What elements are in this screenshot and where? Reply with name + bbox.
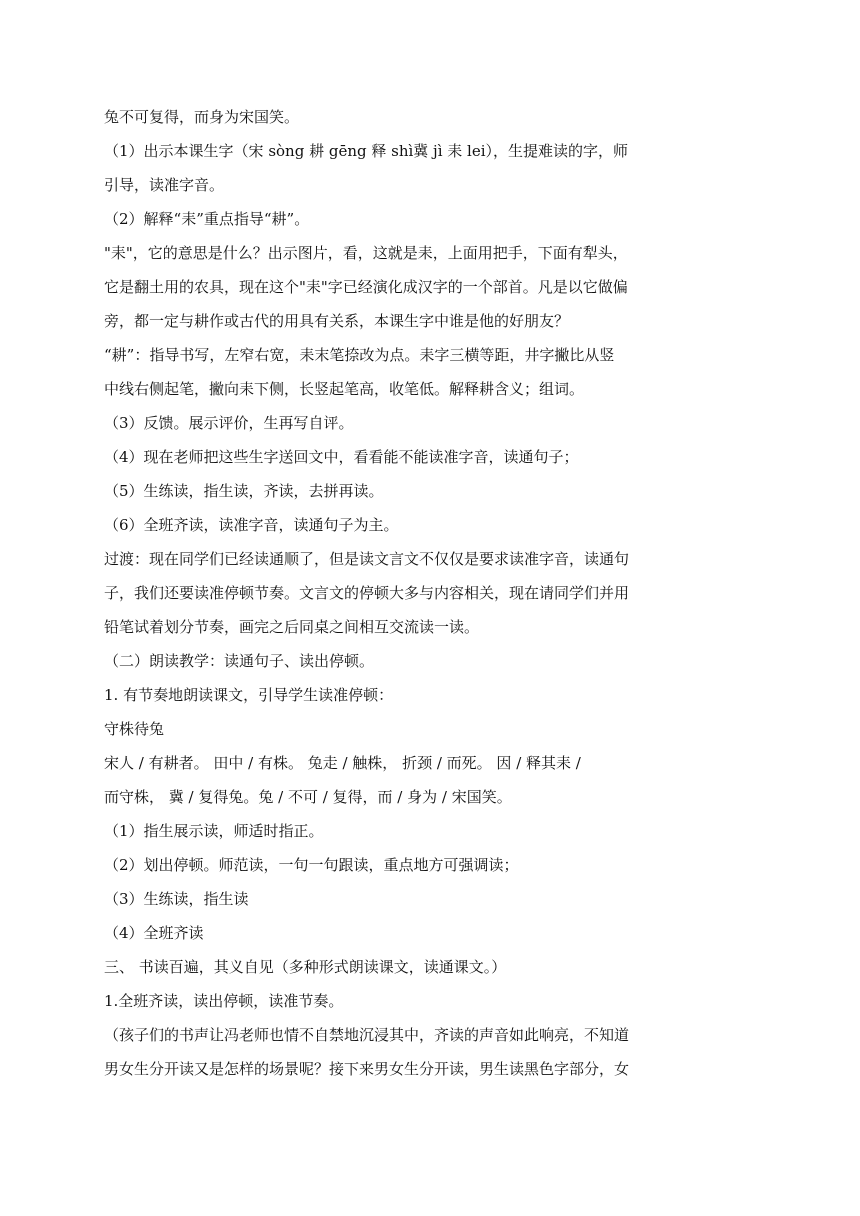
text-line: "耒"，它的意思是什么？出示图片，看，这就是耒，上面用把手，下面有犁头， bbox=[104, 244, 628, 262]
text-line: 男女生分开读又是怎样的场景呢？接下来男女生分开读，男生读黑色字部分，女 bbox=[104, 1060, 630, 1078]
text-line: （6）全班齐读，读准字音，读通句子为主。 bbox=[104, 516, 399, 534]
passage-line: 宋人 / 有耕者。 田中 / 有株。 兔走 / 触株， 折颈 / 而死。 因 / 释其耒 / bbox=[104, 754, 581, 772]
text-line: （孩子们的书声让冯老师也情不自禁地沉浸其中，齐读的声音如此响亮，不知道 bbox=[104, 1026, 630, 1044]
section-heading: （二）朗读教学：读通句子、读出停顿。 bbox=[104, 652, 375, 670]
text-line: 1. 有节奏地朗读课文，引导学生读准停顿： bbox=[104, 686, 394, 704]
passage-title: 守株待兔 bbox=[104, 720, 165, 738]
passage-line: 而守株， 冀 / 复得兔。兔 / 不可 / 复得，而 / 身为 / 宋国笑。 bbox=[104, 788, 512, 806]
text-line: （2）解释“耒”重点指导“耕”。 bbox=[104, 210, 310, 228]
text-line: 1.全班齐读，读出停顿，读准节奏。 bbox=[104, 992, 344, 1010]
section-heading: 三、 书读百遍，其义自见（多种形式朗读课文，读通课文。） bbox=[104, 958, 507, 976]
text-line: （1）指生展示读，师适时指正。 bbox=[104, 822, 324, 840]
text-line: 兔不可复得，而身为宋国笑。 bbox=[104, 108, 300, 126]
document-body bbox=[104, 107, 744, 1093]
text-line: （4）全班齐读 bbox=[104, 924, 204, 942]
text-line: （2）划出停顿。师范读，一句一句跟读，重点地方可强调读； bbox=[104, 856, 519, 874]
text-line: （4）现在老师把这些生字送回文中，看看能不能读准字音，读通句子； bbox=[104, 448, 579, 466]
text-line: 铅笔试着划分节奏，画完之后同桌之间相互交流读一读。 bbox=[104, 618, 480, 636]
text-line: （3）生练读，指生读 bbox=[104, 890, 249, 908]
text-line: “耕”：指导书写，左窄右宽，耒末笔捺改为点。耒字三横等距，井字撇比从竖 bbox=[104, 346, 615, 364]
text-line: （3）反馈。展示评价，生再写自评。 bbox=[104, 414, 354, 432]
text-line: （5）生练读，指生读，齐读，去拼再读。 bbox=[104, 482, 384, 500]
text-line: 过渡：现在同学们已经读通顺了，但是读文言文不仅仅是要求读准字音，读通句 bbox=[104, 550, 630, 568]
text-line: 引导，读准字音。 bbox=[104, 176, 225, 194]
text-line: 旁，都一定与耕作或古代的用具有关系，本课生字中谁是他的好朋友？ bbox=[104, 312, 570, 330]
text-line: 它是翻土用的农具，现在这个"耒"字已经演化成汉字的一个部首。凡是以它做偏 bbox=[104, 278, 628, 296]
text-line: （1）出示本课生字（宋 sòng 耕 gēng 释 shì冀 jì 耒 lei），生提难读的字，师 bbox=[104, 142, 628, 160]
text-line: 中线右侧起笔，撇向耒下侧，长竖起笔高，收笔低。解释耕含义；组词。 bbox=[104, 380, 585, 398]
text-line: 子，我们还要读准停顿节奏。文言文的停顿大多与内容相关，现在请同学们并用 bbox=[104, 584, 630, 602]
